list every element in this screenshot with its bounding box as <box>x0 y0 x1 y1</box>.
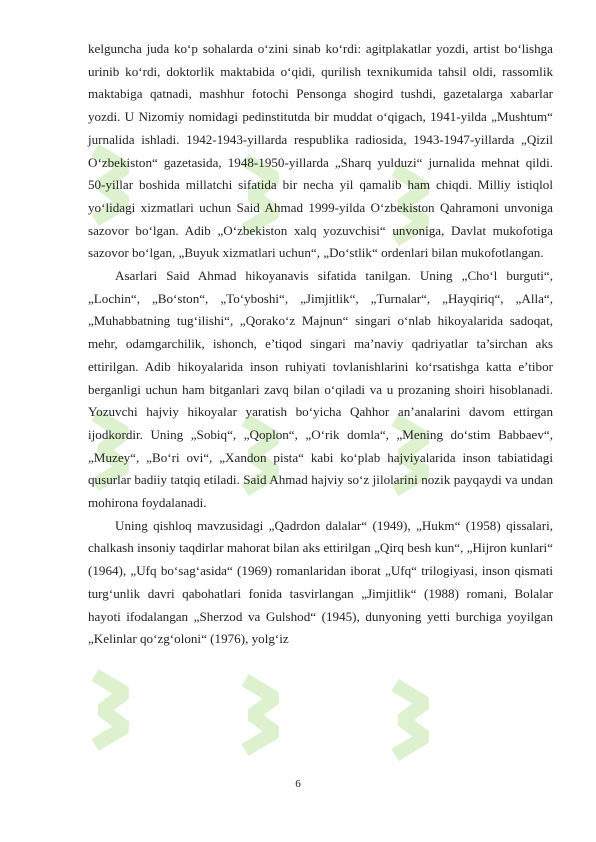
paragraph-2: Asarlari Said Ahmad hikoyanavis sifatida tanilgan. Uning „Cho‘l burguti“, „Lochin“, „Bo‘ston“, „To‘yboshi“, „Jimjitlik“, „Turnalar“, „Hayqiriq“, „Alla“, „Muhabbatning tug‘ilishi“, „Qorako‘z Majnun“ singari o‘nlab hikoyalarida sadoqat, mehr, odamgarchilik, ishonch, e’tiqod singari ma’naviy qadriyatlar ta’sirchan aks ettirilgan. Adib hikoyalarida inson ruhiyati tovlanishlarini ko‘rsatishga katta e’tibor berganligi uchun ham bitganlari zavq bilan o‘qiladi va u prozaning shoiri hisoblanadi. Yozuvchi hajviy hikoyalar yaratish bo‘yicha Qahhor an’analarini davom ettirgan ijodkordir. Uning „Sobiq“, „Qoplon“, „O‘rik domla“, „Mening do‘stim Babbaev“, „Muzey“, „Bo‘ri ovi“, „Xandon pista“ kabi ko‘plab hajviyalarida inson tabiatidagi qusurlar badiiy tatqiq etiladi. Said Ahmad hajviy so‘z jilolarini nozik payqaydi va undan mohirona foydalanadi. <box>88 268 553 511</box>
paragraph-3: Uning qishloq mavzusidagi „Qadrdon dalalar“ (1949), „Hukm“ (1958) qissalari, chalkash insoniy taqdirlar mahorat bilan aks ettirilgan „Qirq besh kun“, „Hijron kunlari“ (1964), „Ufq bo‘sag‘asida“ (1969) romanlaridan iborat „Ufq“ trilogiyasi, inson qismati turg‘unlik davri qabohatlari fonida tasvirlangan „Jimjitlik“ (1988) romani, Bolalar hayoti ifodalangan „Sherzod va Gulshod“ (1945), dunyoning yetti burchiga yoyilgan „Kelinlar qo‘zg‘oloni“ (1976), yolg‘iz <box>88 517 553 647</box>
watermark-logo-icon <box>230 670 290 760</box>
page-number: 6 <box>295 778 301 790</box>
paragraph-1: kelguncha juda ko‘p sohalarda o‘zini sinab ko‘rdi: agitplakatlar yozdi, artist bo‘lishga urinib ko‘rdi, doktorlik maktabida o‘qidi, qurilish texnikumida tahsil oldi, rassomlik maktabiga qatnadi, mashhur fotochi Pensonga shogird tushdi, gazetalarga xabarlar yozdi. U Nizomiy nomidagi pedinstitutda bir muddat o‘qigach, 1941-yilda „Mushtum“ jurnalida ishladi. 1942-1943-yillarda respublika radiosida, 1943-1947-yillarda „Qizil O‘zbekiston“ gazetasida, 1948-1950-yillarda „Sharq yulduzi“ jurnalida mehnat qildi. 50-yillar boshida millatchi sifatida bir necha yil qamalib ham chiqdi. Milliy istiqlol yo‘lidagi xizmatlari uchun Said Ahmad 1999-yilda O‘zbekiston Qahramoni unvoniga sazovor bo‘lgan. Adib „O‘zbekiston xalq yozuvchisi“ unvoniga, Davlat mukofotiga sazovor bo‘lgan, „Buyuk xizmatlari uchun“, „Do‘stlik“ ordenlari bilan mukofotlangan. <box>88 41 553 261</box>
body-text <box>88 38 553 651</box>
watermark-logo-icon <box>80 665 140 755</box>
watermark-logo-icon <box>380 675 440 765</box>
